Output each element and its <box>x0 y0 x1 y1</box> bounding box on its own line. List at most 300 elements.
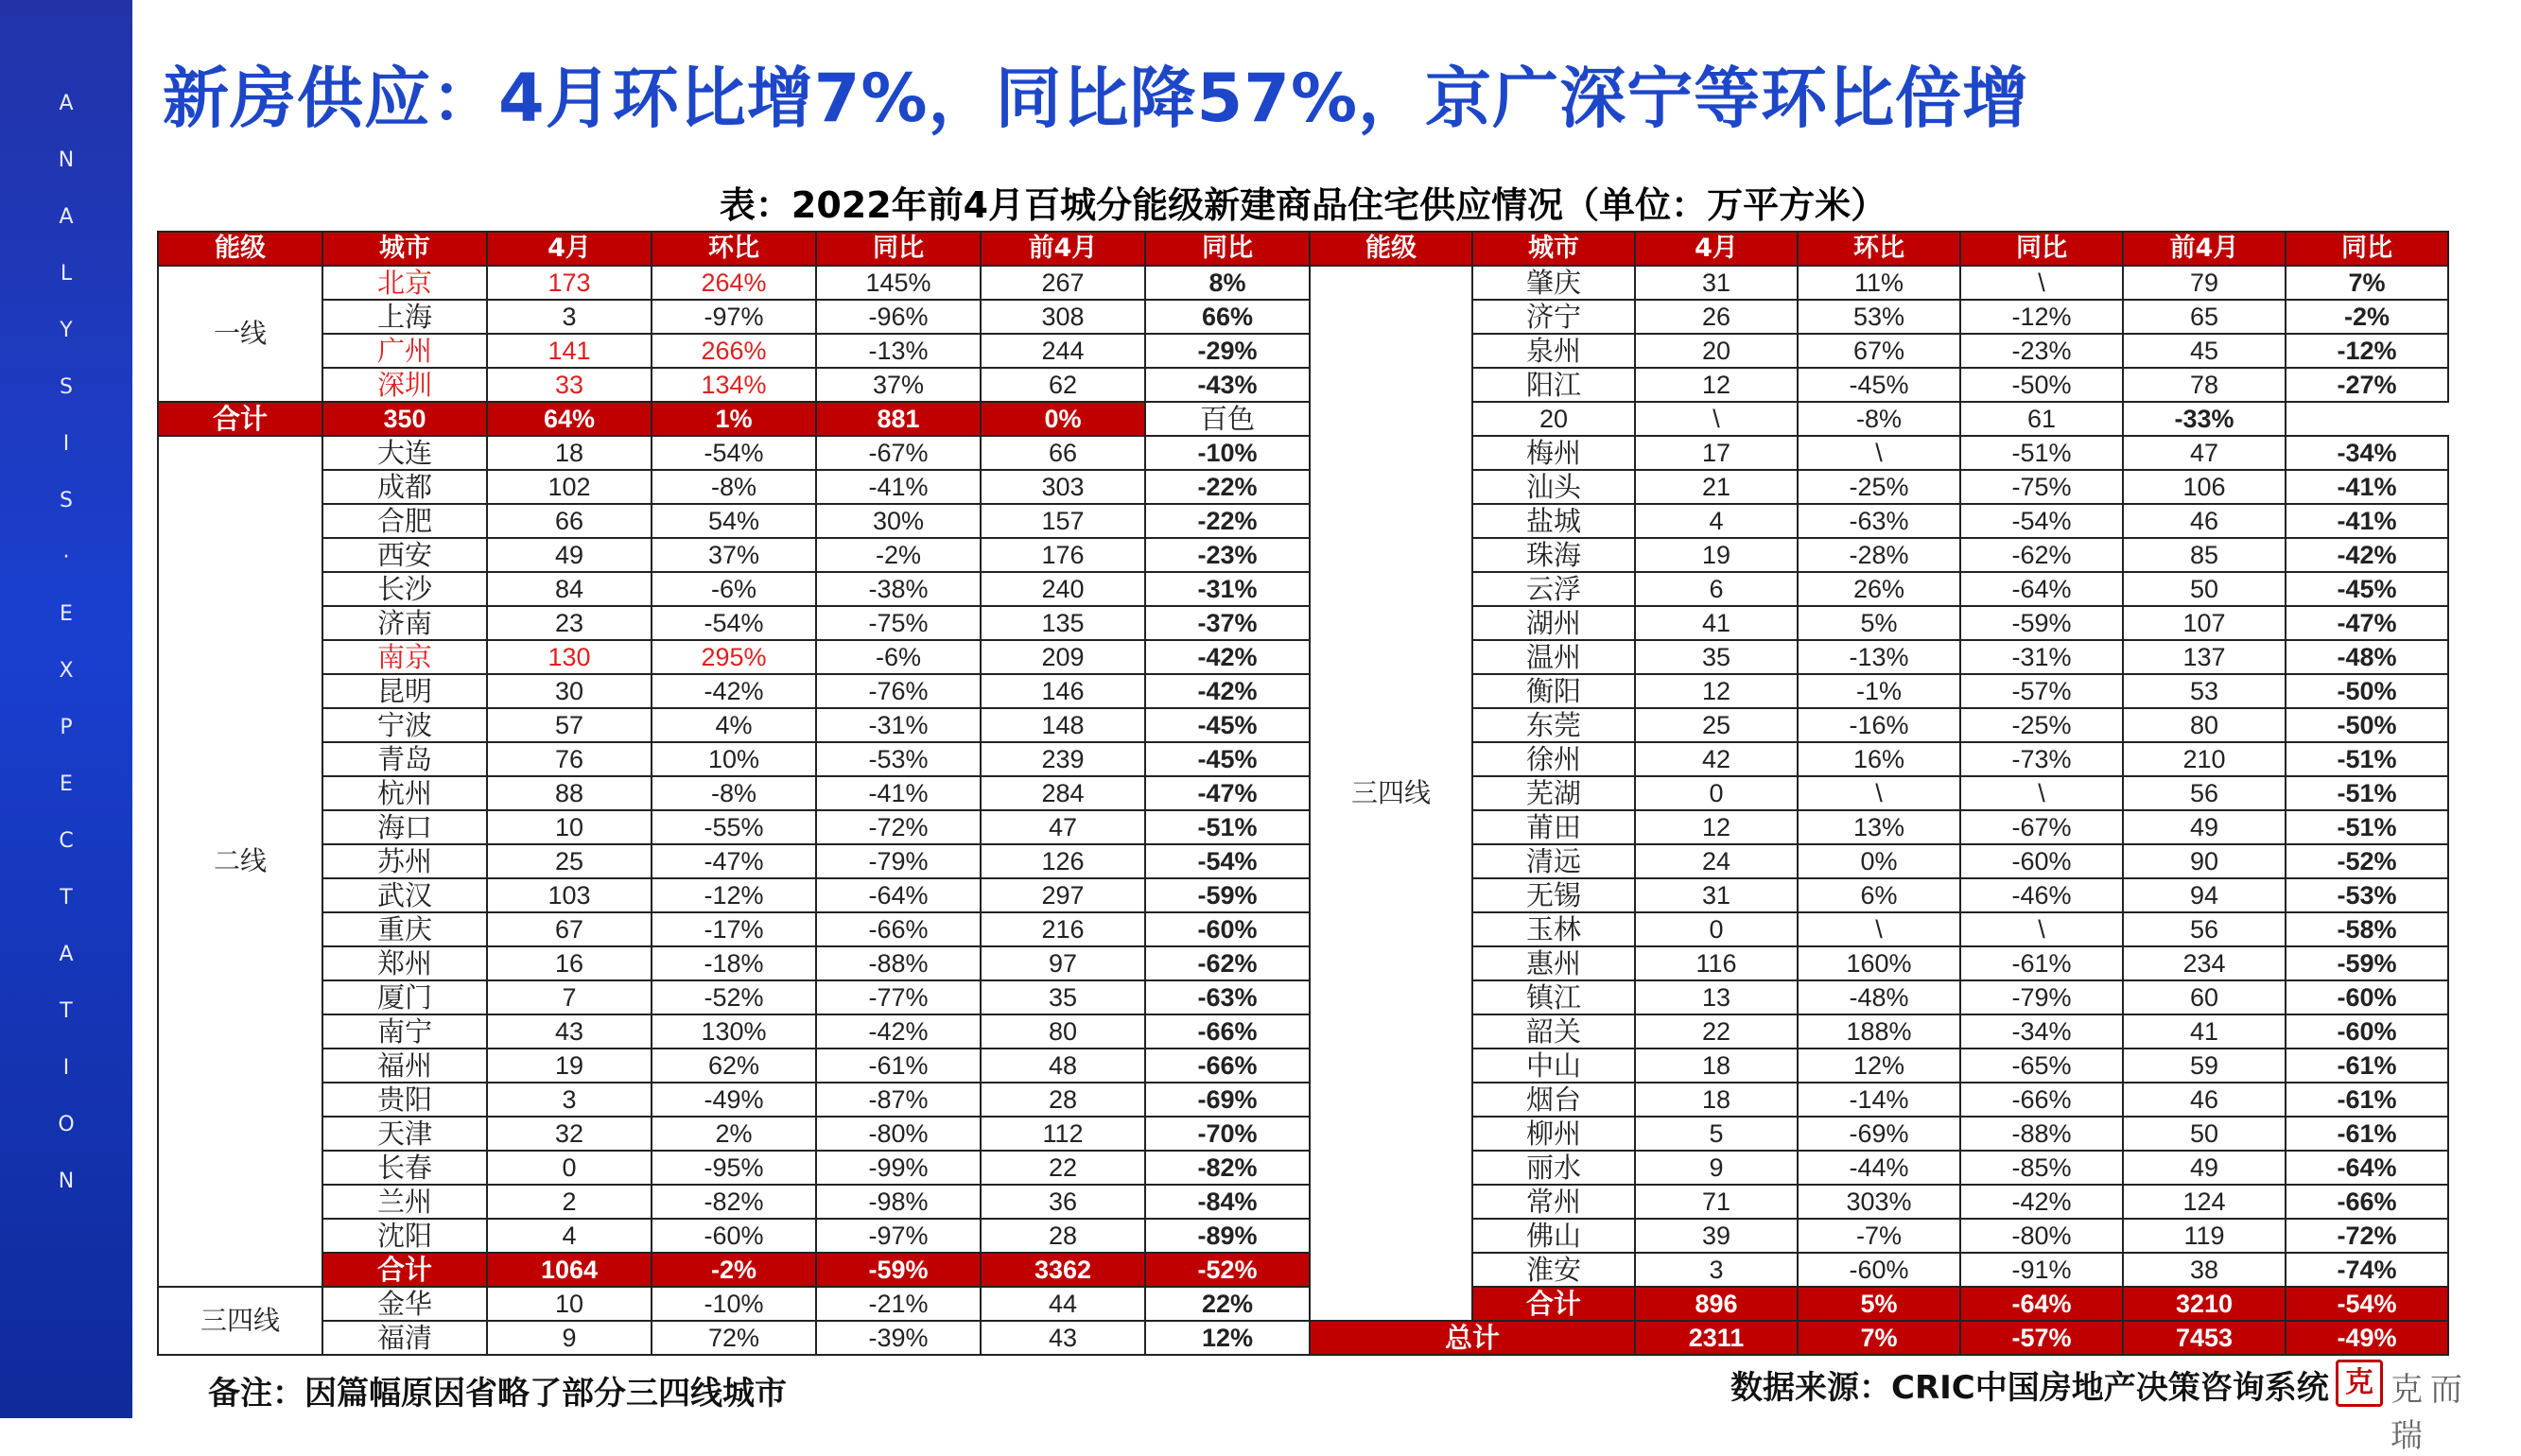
city-cell: 佛山 <box>1472 1219 1635 1253</box>
city-cell: 百色 <box>1145 402 1310 436</box>
city-cell: 合肥 <box>322 504 487 538</box>
value-cell: 240 <box>981 572 1145 606</box>
value-cell: 119 <box>2123 1219 2286 1253</box>
total-value: 7% <box>1798 1321 1960 1355</box>
value-cell: -47% <box>652 844 816 878</box>
value-cell: -7% <box>1798 1219 1960 1253</box>
table-row <box>158 1185 2448 1219</box>
value-cell: -8% <box>652 470 816 504</box>
value-cell: -97% <box>652 300 816 334</box>
table-row <box>158 980 2448 1014</box>
table-row <box>158 606 2448 640</box>
city-cell: 无锡 <box>1472 878 1635 912</box>
subtotal-value: 64% <box>487 402 652 436</box>
value-cell: 43 <box>487 1014 652 1049</box>
value-cell: 18 <box>487 436 652 470</box>
value-cell: 267 <box>981 266 1145 300</box>
sidebar-letter: O <box>58 1113 75 1136</box>
city-cell: 济南 <box>322 606 487 640</box>
value-cell: -43% <box>1145 368 1310 402</box>
value-cell: 37% <box>652 538 816 572</box>
value-cell: -64% <box>816 878 981 912</box>
value-cell: 47 <box>2123 436 2286 470</box>
value-cell: 67 <box>487 912 652 946</box>
city-cell: 贵阳 <box>322 1083 487 1117</box>
value-cell: 173 <box>487 266 652 300</box>
city-cell: 重庆 <box>322 912 487 946</box>
city-cell: 武汉 <box>322 878 487 912</box>
value-cell: -41% <box>2286 470 2448 504</box>
sidebar-letter: I <box>62 432 70 456</box>
value-cell: -2% <box>2286 300 2448 334</box>
value-cell: -60% <box>2286 1014 2448 1049</box>
city-cell: 韶关 <box>1472 1014 1635 1049</box>
value-cell: 11% <box>1798 266 1960 300</box>
value-cell: -70% <box>1145 1117 1310 1151</box>
value-cell: 8% <box>1145 266 1310 300</box>
value-cell: -58% <box>2286 912 2448 946</box>
table-row <box>158 368 2448 402</box>
value-cell: 102 <box>487 470 652 504</box>
value-cell: \ <box>1960 266 2123 300</box>
sidebar-letter: T <box>60 886 73 910</box>
table-row <box>158 1253 2448 1287</box>
value-cell: -14% <box>1798 1083 1960 1117</box>
value-cell: -13% <box>1798 640 1960 674</box>
value-cell: 10 <box>487 1287 652 1321</box>
table-row <box>158 844 2448 878</box>
value-cell: 209 <box>981 640 1145 674</box>
value-cell: -48% <box>2286 640 2448 674</box>
value-cell: 28 <box>981 1219 1145 1253</box>
value-cell: 61 <box>1960 402 2123 436</box>
value-cell: 46 <box>2123 1083 2286 1117</box>
city-cell: 镇江 <box>1472 980 1635 1014</box>
value-cell: -66% <box>2286 1185 2448 1219</box>
value-cell: -13% <box>816 334 981 368</box>
city-cell: 成都 <box>322 470 487 504</box>
value-cell: -45% <box>1798 368 1960 402</box>
value-cell: 43 <box>981 1321 1145 1355</box>
city-cell: 盐城 <box>1472 504 1635 538</box>
value-cell: \ <box>1798 912 1960 946</box>
value-cell: -49% <box>652 1083 816 1117</box>
value-cell: -61% <box>2286 1049 2448 1083</box>
value-cell: -52% <box>2286 844 2448 878</box>
value-cell: 157 <box>981 504 1145 538</box>
value-cell: -73% <box>1960 742 2123 776</box>
value-cell: 31 <box>1635 266 1798 300</box>
value-cell: 124 <box>2123 1185 2286 1219</box>
value-cell: 137 <box>2123 640 2286 674</box>
value-cell: -60% <box>1960 844 2123 878</box>
table-row <box>158 1014 2448 1049</box>
city-cell: 天津 <box>322 1117 487 1151</box>
value-cell: 49 <box>2123 810 2286 844</box>
value-cell: 7 <box>487 980 652 1014</box>
sidebar-letter: L <box>60 262 73 286</box>
value-cell: 50 <box>2123 1117 2286 1151</box>
value-cell: -88% <box>816 946 981 980</box>
city-cell: 珠海 <box>1472 538 1635 572</box>
table-row <box>158 334 2448 368</box>
value-cell: -97% <box>816 1219 981 1253</box>
value-cell: -25% <box>1960 708 2123 742</box>
value-cell: 126 <box>981 844 1145 878</box>
subtotal-value: 3362 <box>981 1253 1145 1287</box>
value-cell: -28% <box>1798 538 1960 572</box>
value-cell: -17% <box>652 912 816 946</box>
value-cell: 41 <box>1635 606 1798 640</box>
value-cell: 21 <box>1635 470 1798 504</box>
value-cell: -51% <box>2286 776 2448 810</box>
value-cell: 25 <box>487 844 652 878</box>
supply-table <box>157 231 2449 1356</box>
value-cell: \ <box>1798 436 1960 470</box>
column-header: 能级 <box>158 232 322 266</box>
subtotal-label: 合计 <box>1472 1287 1635 1321</box>
city-cell: 徐州 <box>1472 742 1635 776</box>
city-cell: 淮安 <box>1472 1253 1635 1287</box>
value-cell: -54% <box>652 606 816 640</box>
value-cell: 30% <box>816 504 981 538</box>
table-row <box>158 1049 2448 1083</box>
value-cell: -45% <box>2286 572 2448 606</box>
value-cell: 12 <box>1635 674 1798 708</box>
value-cell: -98% <box>816 1185 981 1219</box>
subtotal-value: 1064 <box>487 1253 652 1287</box>
value-cell: \ <box>1960 912 2123 946</box>
value-cell: 135 <box>981 606 1145 640</box>
value-cell: 79 <box>2123 266 2286 300</box>
value-cell: -62% <box>1145 946 1310 980</box>
sidebar-letter: S <box>60 489 73 512</box>
value-cell: 308 <box>981 300 1145 334</box>
value-cell: -60% <box>1798 1253 1960 1287</box>
value-cell: -63% <box>1798 504 1960 538</box>
value-cell: 19 <box>1635 538 1798 572</box>
value-cell: -51% <box>2286 810 2448 844</box>
value-cell: 130 <box>487 640 652 674</box>
value-cell: 3 <box>487 300 652 334</box>
value-cell: -84% <box>1145 1185 1310 1219</box>
city-cell: 中山 <box>1472 1049 1635 1083</box>
value-cell: -50% <box>2286 674 2448 708</box>
value-cell: 112 <box>981 1117 1145 1151</box>
subtotal-value: 3210 <box>2123 1287 2286 1321</box>
subtotal-label: 合计 <box>158 402 322 436</box>
sidebar-letter: N <box>58 148 75 172</box>
value-cell: -74% <box>2286 1253 2448 1287</box>
table-row <box>158 640 2448 674</box>
column-header: 城市 <box>322 232 487 266</box>
city-cell: 衡阳 <box>1472 674 1635 708</box>
subtotal-value: -52% <box>1145 1253 1310 1287</box>
column-header: 同比 <box>1960 232 2123 266</box>
value-cell: -2% <box>816 538 981 572</box>
value-cell: 4% <box>652 708 816 742</box>
value-cell: -75% <box>816 606 981 640</box>
city-cell: 大连 <box>322 436 487 470</box>
value-cell: -60% <box>1145 912 1310 946</box>
value-cell: 2% <box>652 1117 816 1151</box>
value-cell: -6% <box>816 640 981 674</box>
value-cell: -65% <box>1960 1049 2123 1083</box>
sidebar-letter: N <box>58 1170 75 1193</box>
value-cell: -41% <box>2286 504 2448 538</box>
sidebar-letter: E <box>60 772 73 796</box>
column-header: 同比 <box>2286 232 2448 266</box>
value-cell: 20 <box>1472 402 1635 436</box>
subtotal-value: -2% <box>652 1253 816 1287</box>
value-cell: -72% <box>816 810 981 844</box>
value-cell: 12% <box>1798 1049 1960 1083</box>
column-header: 4月 <box>1635 232 1798 266</box>
city-cell: 梅州 <box>1472 436 1635 470</box>
value-cell: 66 <box>981 436 1145 470</box>
table-row <box>158 402 2448 436</box>
value-cell: -75% <box>1960 470 2123 504</box>
value-cell: 31 <box>1635 878 1798 912</box>
value-cell: -91% <box>1960 1253 2123 1287</box>
logo-mark-icon: 克 <box>2336 1360 2383 1407</box>
value-cell: -10% <box>652 1287 816 1321</box>
sidebar-letter: C <box>59 829 74 853</box>
city-cell: 温州 <box>1472 640 1635 674</box>
city-cell: 福州 <box>322 1049 487 1083</box>
value-cell: -64% <box>2286 1151 2448 1185</box>
value-cell: 62% <box>652 1049 816 1083</box>
sidebar-letter: E <box>60 602 73 626</box>
value-cell: 84 <box>487 572 652 606</box>
column-header: 同比 <box>1145 232 1310 266</box>
sidebar-vertical-text <box>49 76 83 1210</box>
total-value: 2311 <box>1635 1321 1798 1355</box>
value-cell: -53% <box>816 742 981 776</box>
table-row <box>158 1117 2448 1151</box>
value-cell: -48% <box>1798 980 1960 1014</box>
value-cell: -67% <box>1960 810 2123 844</box>
page-title: 新房供应：4月环比增7%，同比降57%，京广深宁等环比倍增 <box>163 60 2030 137</box>
city-cell: 宁波 <box>322 708 487 742</box>
value-cell: 90 <box>2123 844 2286 878</box>
sidebar-letter: T <box>60 999 73 1023</box>
value-cell: 2 <box>487 1185 652 1219</box>
value-cell: -37% <box>1145 606 1310 640</box>
value-cell: 134% <box>652 368 816 402</box>
city-cell: 阳江 <box>1472 368 1635 402</box>
city-cell: 深圳 <box>322 368 487 402</box>
value-cell: -59% <box>1960 606 2123 640</box>
city-cell: 金华 <box>322 1287 487 1321</box>
value-cell: 49 <box>2123 1151 2286 1185</box>
value-cell: -22% <box>1145 470 1310 504</box>
value-cell: -89% <box>1145 1219 1310 1253</box>
value-cell: 53% <box>1798 300 1960 334</box>
value-cell: 97 <box>981 946 1145 980</box>
value-cell: 12% <box>1145 1321 1310 1355</box>
city-cell: 上海 <box>322 300 487 334</box>
value-cell: 176 <box>981 538 1145 572</box>
column-header: 4月 <box>487 232 652 266</box>
city-cell: 昆明 <box>322 674 487 708</box>
value-cell: 13 <box>1635 980 1798 1014</box>
value-cell: 19 <box>487 1049 652 1083</box>
value-cell: -63% <box>1145 980 1310 1014</box>
value-cell: \ <box>1798 776 1960 810</box>
value-cell: 106 <box>2123 470 2286 504</box>
value-cell: 28 <box>981 1083 1145 1117</box>
value-cell: 130% <box>652 1014 816 1049</box>
value-cell: 88 <box>487 776 652 810</box>
value-cell: -95% <box>652 1151 816 1185</box>
value-cell: 32 <box>487 1117 652 1151</box>
value-cell: 12 <box>1635 368 1798 402</box>
value-cell: 24 <box>1635 844 1798 878</box>
value-cell: 4 <box>1635 504 1798 538</box>
value-cell: 13% <box>1798 810 1960 844</box>
city-cell: 丽水 <box>1472 1151 1635 1185</box>
subtotal-value: 881 <box>816 402 981 436</box>
city-cell: 玉林 <box>1472 912 1635 946</box>
table-header-row <box>158 232 2448 266</box>
value-cell: -41% <box>816 776 981 810</box>
value-cell: 5% <box>1798 606 1960 640</box>
value-cell: -52% <box>652 980 816 1014</box>
value-cell: 54% <box>652 504 816 538</box>
table-row <box>158 538 2448 572</box>
table-row <box>158 878 2448 912</box>
value-cell: -54% <box>1145 844 1310 878</box>
value-cell: 44 <box>981 1287 1145 1321</box>
value-cell: -59% <box>2286 946 2448 980</box>
city-cell: 汕头 <box>1472 470 1635 504</box>
value-cell: -31% <box>1145 572 1310 606</box>
value-cell: -66% <box>1145 1049 1310 1083</box>
logo-text: 克而瑞 <box>2391 1371 2470 1455</box>
value-cell: -50% <box>2286 708 2448 742</box>
value-cell: -80% <box>816 1117 981 1151</box>
value-cell: -96% <box>816 300 981 334</box>
city-cell: 苏州 <box>322 844 487 878</box>
table-row <box>158 436 2448 470</box>
sidebar-letter: Y <box>60 319 73 342</box>
value-cell: -12% <box>1960 300 2123 334</box>
city-cell: 海口 <box>322 810 487 844</box>
value-cell: -42% <box>1960 1185 2123 1219</box>
value-cell: -18% <box>652 946 816 980</box>
table-row <box>158 810 2448 844</box>
value-cell: 10 <box>487 810 652 844</box>
sidebar-letter: S <box>60 375 73 399</box>
value-cell: -51% <box>2286 742 2448 776</box>
value-cell: -82% <box>652 1185 816 1219</box>
value-cell: -41% <box>816 470 981 504</box>
value-cell: -45% <box>1145 708 1310 742</box>
value-cell: -6% <box>652 572 816 606</box>
value-cell: -47% <box>2286 606 2448 640</box>
value-cell: -79% <box>1960 980 2123 1014</box>
value-cell: -61% <box>1960 946 2123 980</box>
column-header: 前4月 <box>981 232 1145 266</box>
value-cell: 22 <box>981 1151 1145 1185</box>
table-row <box>158 674 2448 708</box>
value-cell: -67% <box>816 436 981 470</box>
city-cell: 杭州 <box>322 776 487 810</box>
value-cell: 146 <box>981 674 1145 708</box>
value-cell: 46 <box>2123 504 2286 538</box>
sidebar-letter: A <box>59 92 74 115</box>
total-value: -49% <box>2286 1321 2448 1355</box>
city-cell: 泉州 <box>1472 334 1635 368</box>
city-cell: 柳州 <box>1472 1117 1635 1151</box>
city-cell: 南京 <box>322 640 487 674</box>
value-cell: 50 <box>2123 572 2286 606</box>
value-cell: -47% <box>1145 776 1310 810</box>
value-cell: -42% <box>1145 640 1310 674</box>
value-cell: 59 <box>2123 1049 2286 1083</box>
value-cell: 3 <box>1635 1253 1798 1287</box>
value-cell: -64% <box>1960 572 2123 606</box>
value-cell: \ <box>1960 776 2123 810</box>
value-cell: -42% <box>1145 674 1310 708</box>
column-header: 前4月 <box>2123 232 2286 266</box>
city-cell: 济宁 <box>1472 300 1635 334</box>
value-cell: 60 <box>2123 980 2286 1014</box>
city-cell: 常州 <box>1472 1185 1635 1219</box>
value-cell: -66% <box>1145 1014 1310 1049</box>
value-cell: \ <box>1635 402 1798 436</box>
value-cell: -76% <box>816 674 981 708</box>
value-cell: 188% <box>1798 1014 1960 1049</box>
table-row <box>158 1083 2448 1117</box>
value-cell: -33% <box>2123 402 2286 436</box>
city-cell: 长春 <box>322 1151 487 1185</box>
value-cell: -80% <box>1960 1219 2123 1253</box>
value-cell: 57 <box>487 708 652 742</box>
value-cell: 244 <box>981 334 1145 368</box>
value-cell: -69% <box>1145 1083 1310 1117</box>
city-cell: 厦门 <box>322 980 487 1014</box>
table-body <box>158 266 2448 1355</box>
value-cell: 160% <box>1798 946 1960 980</box>
table-caption: 表：2022年前4月百城分能级新建商品住宅供应情况（单位：万平方米） <box>719 184 1887 226</box>
value-cell: 5 <box>1635 1117 1798 1151</box>
table-row <box>158 912 2448 946</box>
value-cell: 66 <box>487 504 652 538</box>
value-cell: 78 <box>2123 368 2286 402</box>
subtotal-value: -59% <box>816 1253 981 1287</box>
table-row <box>158 504 2448 538</box>
subtotal-value: -64% <box>1960 1287 2123 1321</box>
value-cell: -53% <box>2286 878 2448 912</box>
value-cell: -23% <box>1145 538 1310 572</box>
value-cell: -87% <box>816 1083 981 1117</box>
subtotal-value: 1% <box>652 402 816 436</box>
city-cell: 清远 <box>1472 844 1635 878</box>
value-cell: 9 <box>1635 1151 1798 1185</box>
city-cell: 郑州 <box>322 946 487 980</box>
value-cell: 266% <box>652 334 816 368</box>
value-cell: 41 <box>2123 1014 2286 1049</box>
value-cell: -42% <box>2286 538 2448 572</box>
value-cell: 33 <box>487 368 652 402</box>
value-cell: 103 <box>487 878 652 912</box>
value-cell: -69% <box>1798 1117 1960 1151</box>
table-row <box>158 946 2448 980</box>
value-cell: 56 <box>2123 912 2286 946</box>
value-cell: 36 <box>981 1185 1145 1219</box>
